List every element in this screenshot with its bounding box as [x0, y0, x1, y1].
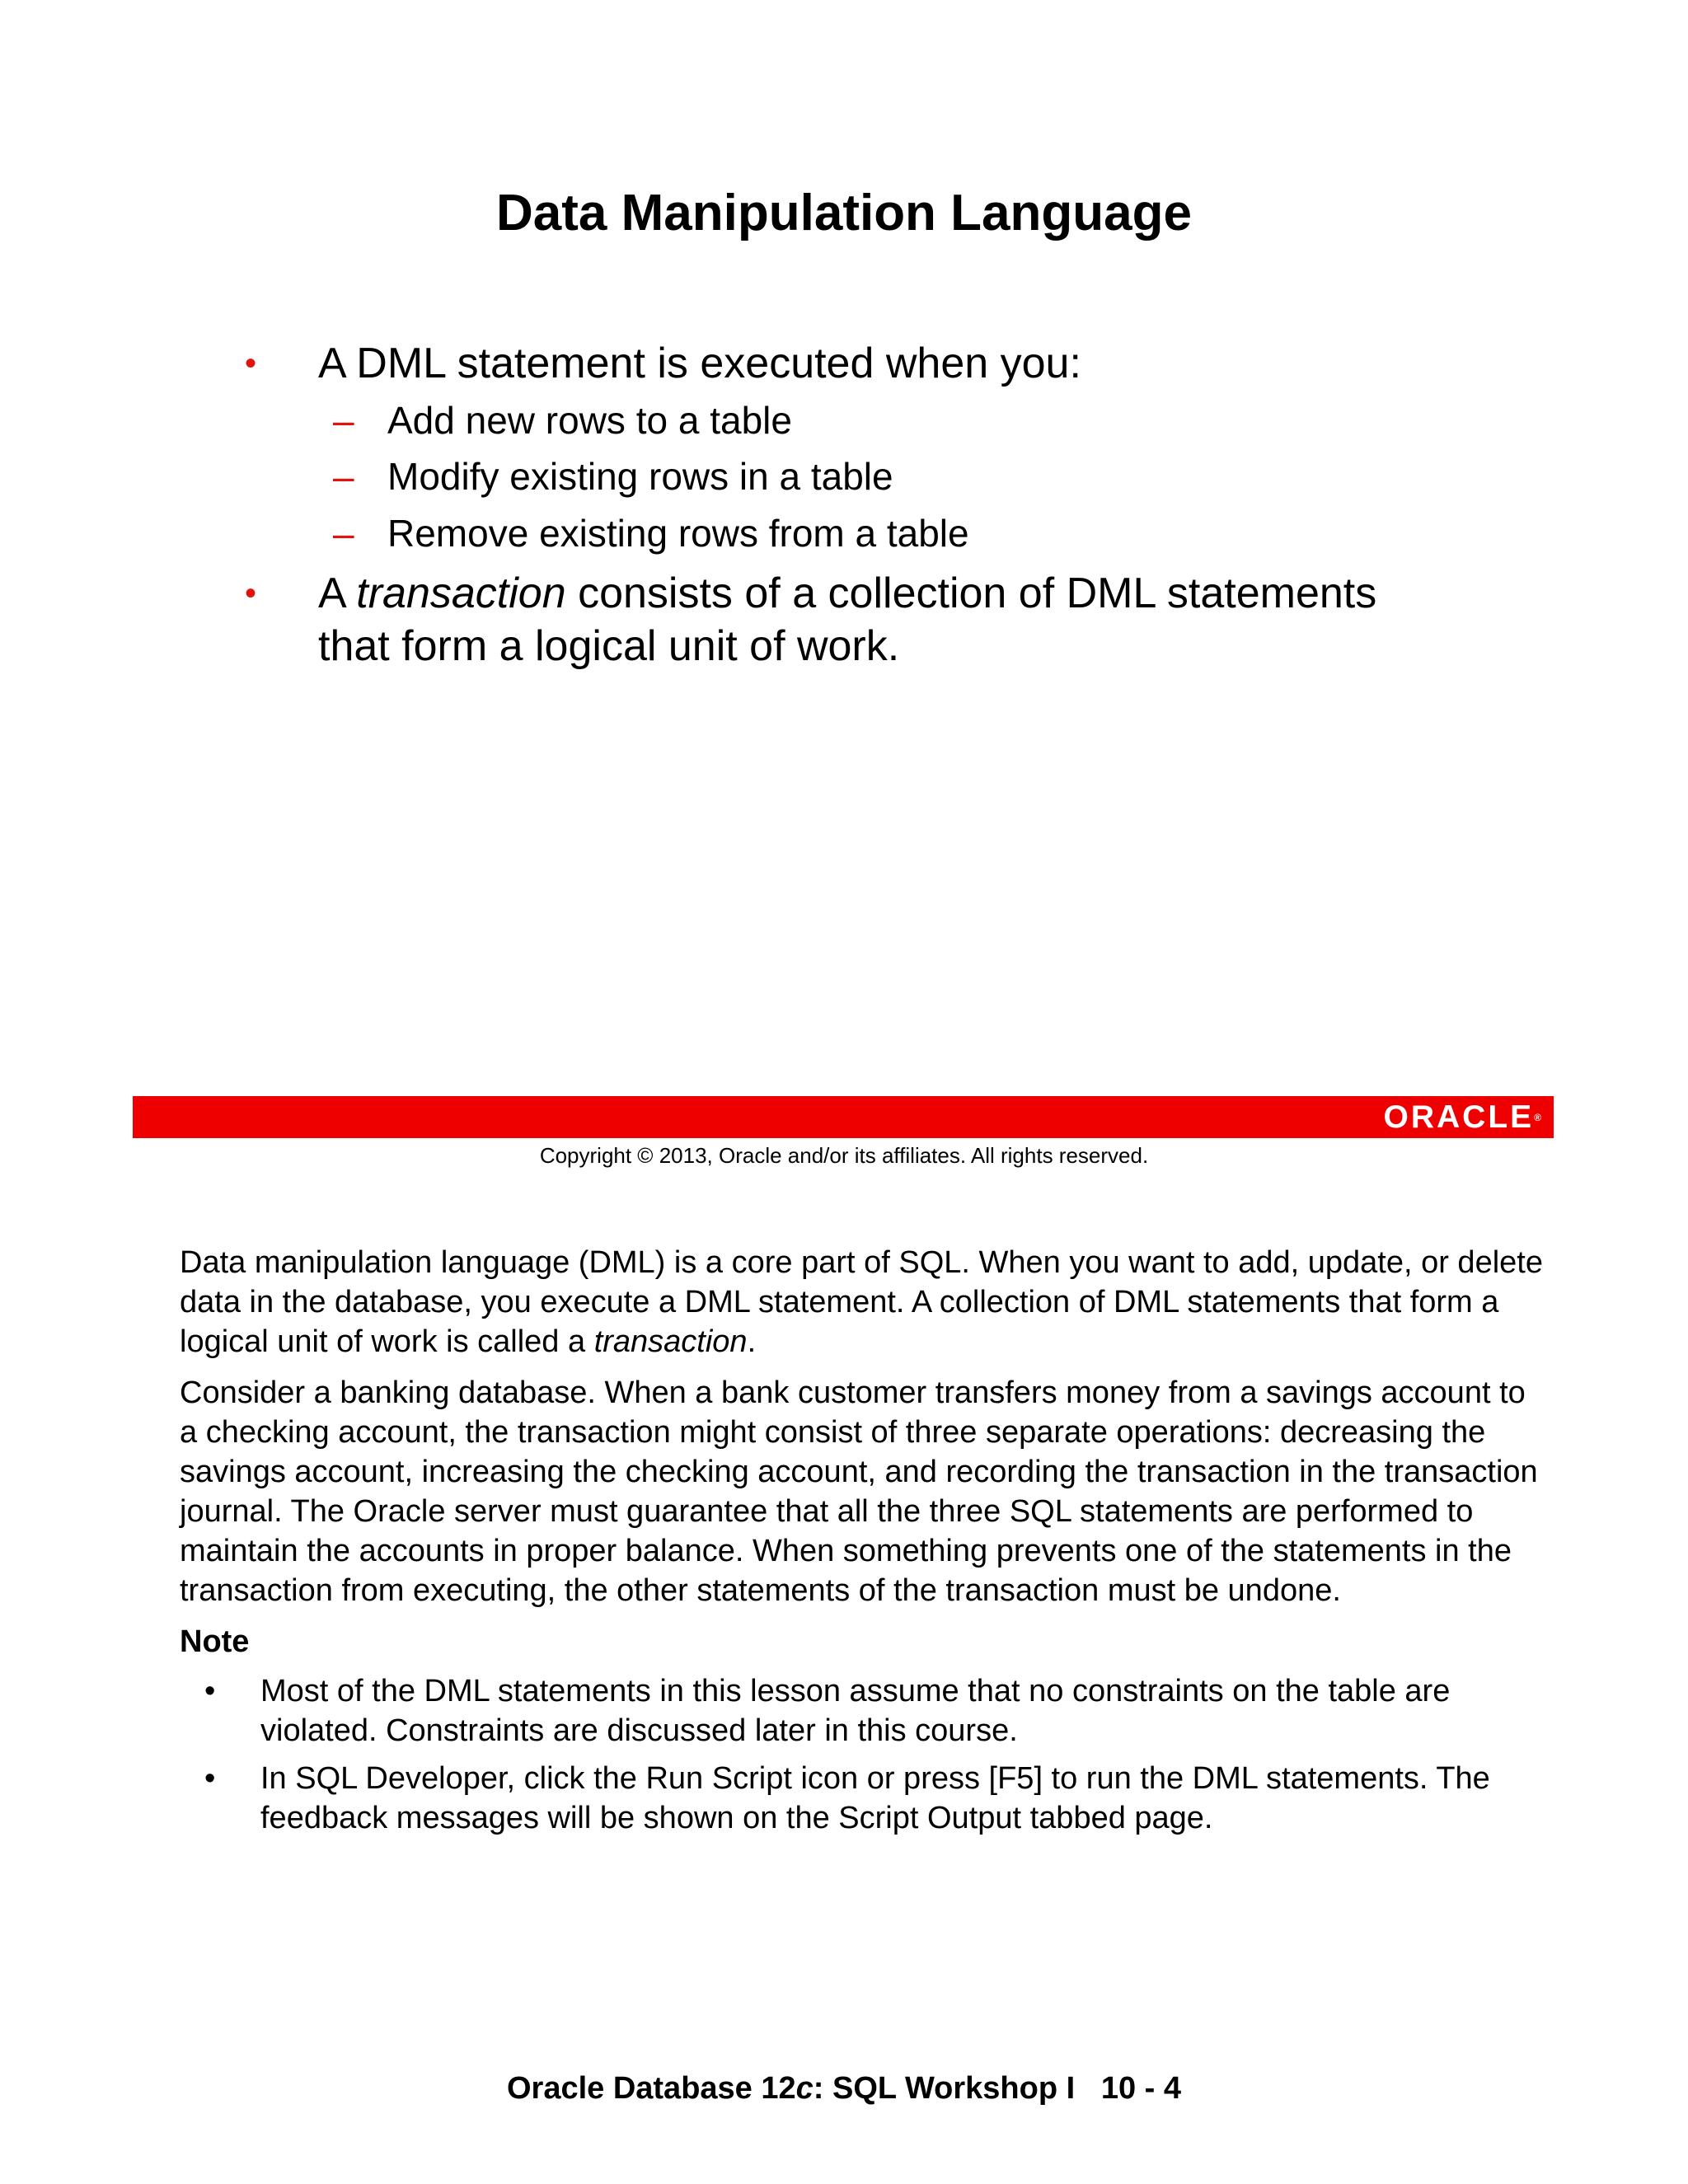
note-heading: Note: [180, 1624, 250, 1659]
oracle-logo-registered: ®: [1534, 1112, 1541, 1123]
sub-item-add-rows: Add new rows to a table: [387, 399, 792, 442]
slide-title: Data Manipulation Language: [496, 185, 1192, 241]
notes-paragraph-dml-text: Data manipulation language (DML) is a core part of SQL. When you want to add, update, or delete data in the database, you execute a DML statement. A collection of DML statements that form a logical unit of work is called a: [180, 1245, 1543, 1359]
note-item: [180, 1671, 1548, 1750]
bullet-transaction-definition: [318, 567, 1376, 620]
page-footer: [0, 2069, 1688, 2108]
bullet-icon: •: [245, 575, 257, 612]
footer-prefix: Oracle Database 12: [506, 2071, 796, 2106]
note-bullet-icon: •: [204, 1761, 216, 1796]
notes-section: [180, 1243, 1548, 1846]
bullet-transaction-term: transaction: [356, 569, 566, 617]
note-item-text: Most of the DML statements in this lesson assume that no constraints on the table are violated. Constraints are discussed later in this course.: [260, 1674, 1451, 1748]
dash-icon: –: [333, 455, 354, 498]
bullet-dml-executed: A DML statement is executed when you:: [318, 340, 1081, 387]
brand-band: [133, 1096, 1554, 1138]
oracle-logo: [1383, 1101, 1541, 1134]
footer-suffix: : SQL Workshop I 10 - 4: [813, 2071, 1182, 2106]
notes-paragraph-dml-term: transaction: [593, 1324, 748, 1359]
notes-paragraph-banking: Consider a banking database. When a bank customer transfers money from a savings account to a checking account, the transaction might consist of three separate operations: decreasing the savings account, increasing the checking account, and recording the transaction in the transaction journal. The Oracle server must guarantee that all the three SQL statements are performed to maintain the accounts in proper balance. When something prevents one of the statements in the transaction from executing, the other statements of the transaction must be undone.: [180, 1376, 1538, 1608]
note-bullet-icon: •: [204, 1674, 216, 1708]
sub-item-modify-rows: Modify existing rows in a table: [387, 455, 893, 498]
notes-paragraph-dml: [180, 1243, 1548, 1361]
bullet-icon: •: [245, 345, 257, 382]
note-item: [180, 1759, 1548, 1838]
copyright-notice: Copyright © 2013, Oracle and/or its affiliates. All rights reserved.: [539, 1143, 1149, 1168]
note-item-text: In SQL Developer, click the Run Script icon or press [F5] to run the DML statements. The feedback messages will be shown on the Script Output tabbed page.: [260, 1761, 1490, 1835]
dash-icon: –: [333, 399, 354, 442]
bullet-transaction-rest: consists of a collection of DML statements: [565, 569, 1377, 617]
footer-italic: c: [795, 2071, 814, 2106]
sub-item-remove-rows: Remove existing rows from a table: [387, 512, 969, 555]
dash-icon: –: [333, 512, 354, 555]
bullet-transaction-prefix: A: [318, 569, 357, 617]
oracle-logo-text: ORACLE: [1383, 1099, 1535, 1135]
bullet-transaction-line2: that form a logical unit of work.: [318, 622, 900, 670]
notes-paragraph-dml-end: .: [747, 1324, 757, 1359]
